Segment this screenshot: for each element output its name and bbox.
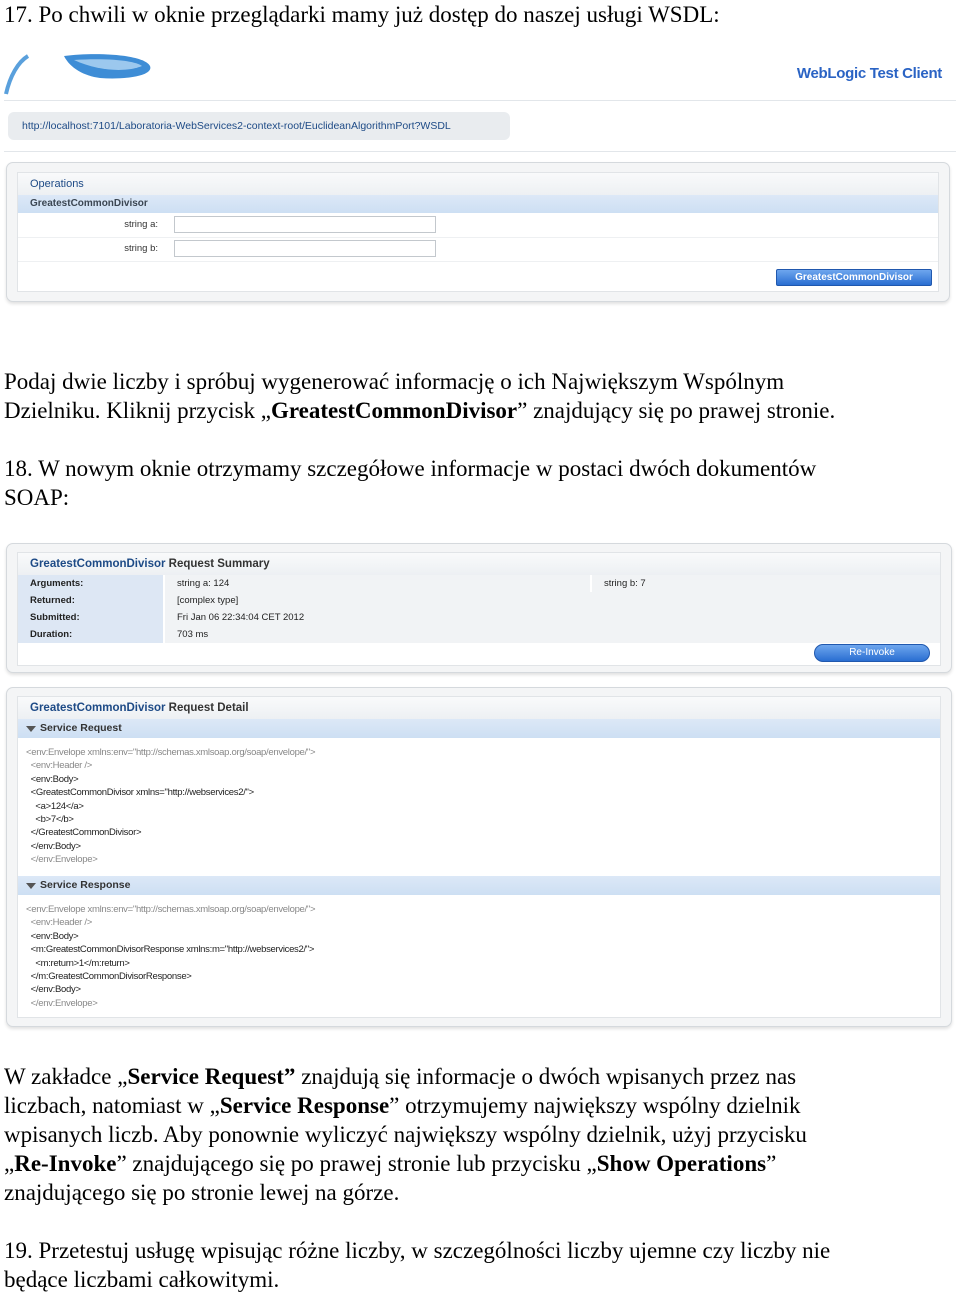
summary-row-returned: Returned: [complex type]: [18, 592, 940, 610]
summary-row-duration: Duration: 703 ms: [18, 626, 940, 644]
greatest-common-divisor-button[interactable]: GreatestCommonDivisor: [776, 269, 932, 286]
service-request-toggle[interactable]: Service Request: [18, 719, 940, 738]
xml-line: <b>7</b>: [26, 814, 74, 826]
collapse-triangle-icon: [26, 883, 36, 889]
xml-line: <a>124</a>: [26, 800, 84, 812]
paragraph-2-line-5: znajdującego się po stronie lewej na górze.: [4, 1180, 400, 1205]
xml-line: <env:Body>: [26, 930, 79, 942]
step-17-text: 17. Po chwili w oknie przeglądarki mamy już dostęp do naszej usługi WSDL:: [4, 2, 720, 27]
step-19-line-2: będące liczbami całkowitymi.: [4, 1267, 280, 1292]
detail-title: GreatestCommonDivisor Request Detail: [18, 697, 940, 719]
app-title: WebLogic Test Client: [796, 65, 942, 82]
field-row-a: [18, 213, 938, 238]
summary-row-arguments: Arguments: string a: 124 string b: 7: [18, 575, 940, 593]
xml-line: <env:Envelope xmlns:env="http://schemas.xmlsoap.org/soap/envelope/">: [26, 904, 316, 915]
string-a-input[interactable]: [174, 216, 436, 233]
xml-line: </env:Envelope>: [26, 854, 98, 866]
xml-line: </env:Body>: [26, 984, 81, 996]
xml-line: <m:GreatestCommonDivisorResponse xmlns:m="http://webservices2/">: [26, 944, 315, 956]
divider: [4, 100, 956, 101]
weblogic-screenshot: [4, 50, 956, 308]
xml-line: <env:Header />: [26, 760, 92, 772]
collapse-triangle-icon: [26, 726, 36, 732]
bold-button-name: GreatestCommonDivisor: [271, 398, 518, 423]
field-row-b: [18, 237, 938, 262]
step-18-line-2: SOAP:: [4, 485, 70, 510]
paragraph-2-line-2: liczbach, natomiast w „Service Response” otrzymujemy największy wspólny dzielnik: [4, 1093, 801, 1118]
divider: [4, 151, 956, 152]
xml-line: <env:Header />: [26, 917, 92, 929]
xml-line: <env:Body>: [26, 773, 79, 785]
summary-inner: [17, 552, 941, 666]
xml-line: </env:Body>: [26, 840, 81, 852]
xml-line: <m:return>1</m:return>: [26, 957, 130, 969]
detail-inner: [17, 696, 941, 1018]
paragraph-1-line-1: Podaj dwie liczby i spróbuj wygenerować informację o ich Największym Wspólnym: [4, 369, 785, 394]
service-response-toggle[interactable]: Service Response: [18, 876, 940, 895]
operation-name: GreatestCommonDivisor: [18, 195, 938, 213]
service-response-xml: [26, 903, 315, 1010]
operations-title: Operations: [18, 173, 938, 195]
xml-line: </GreatestCommonDivisor>: [26, 827, 142, 839]
paragraph-2-line-3: wpisanych liczb. Aby ponownie wyliczyć największy wspólny dzielnik, użyj przycisku: [4, 1122, 807, 1147]
wsdl-url[interactable]: http://localhost:7101/Laboratoria-WebServices2-context-root/EuclideanAlgorithmPort?WSDL: [8, 112, 510, 140]
paragraph-1-line-2: Dzielniku. Kliknij przycisk „GreatestCommonDivisor” znajdujący się po prawej stronie.: [4, 398, 836, 423]
field-a-label: string a:: [124, 219, 158, 230]
operations-panel: [6, 162, 950, 302]
xml-line: </env:Envelope>: [26, 997, 98, 1009]
operations-inner: [17, 172, 939, 292]
field-b-label: string b:: [124, 243, 158, 254]
xml-line: <env:Envelope xmlns:env="http://schemas.xmlsoap.org/soap/envelope/">: [26, 747, 316, 758]
paragraph-2-line-1: W zakładce „Service Request” znajdują się informacje o dwóch wpisanych przez nas: [4, 1064, 797, 1089]
string-b-input[interactable]: [174, 240, 436, 257]
summary-row-submitted: Submitted: Fri Jan 06 22:34:04 CET 2012: [18, 609, 940, 627]
xml-line: <GreatestCommonDivisor xmlns="http://webservices2/">: [26, 787, 254, 799]
service-request-xml: [26, 746, 315, 867]
request-detail-panel: [6, 687, 952, 1027]
paragraph-2-line-4: „Re-Invoke” znajdującego się po prawej stronie lub przycisku „Show Operations”: [4, 1151, 777, 1176]
step-18-line-1: 18. W nowym oknie otrzymamy szczegółowe informacje w postaci dwóch dokumentów: [4, 456, 817, 481]
re-invoke-button[interactable]: Re-Invoke: [814, 644, 930, 662]
request-summary-panel: [6, 543, 952, 673]
xml-line: </m:GreatestCommonDivisorResponse>: [26, 971, 192, 983]
weblogic-logo-icon: [4, 50, 174, 98]
step-19-line-1: 19. Przetestuj usługę wpisując różne liczby, w szczególności liczby ujemne czy liczby nie: [4, 1238, 831, 1263]
summary-title: GreatestCommonDivisor Request Summary: [18, 553, 940, 575]
